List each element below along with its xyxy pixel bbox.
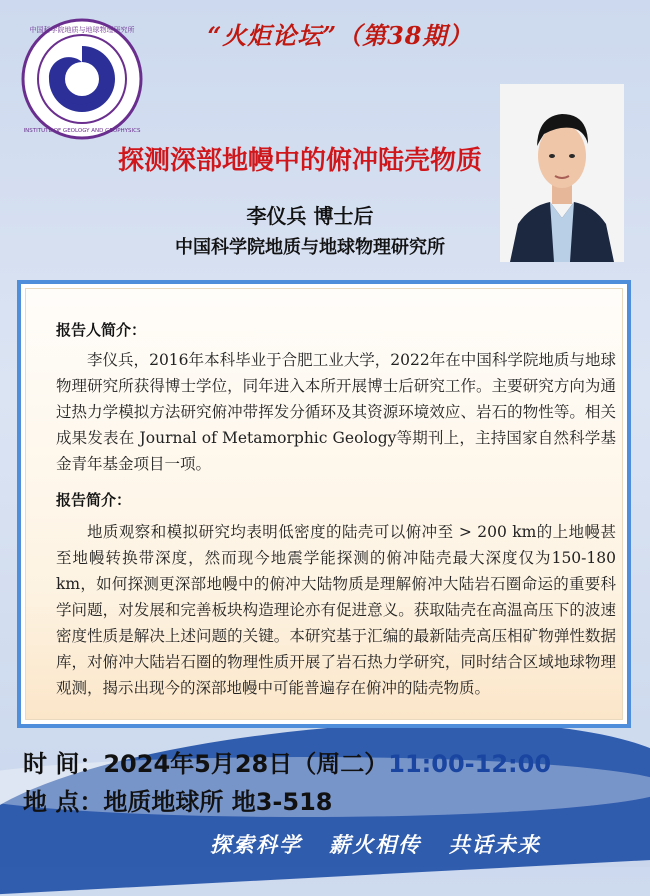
place-row	[23, 782, 332, 817]
time-label: 时 间：	[23, 750, 104, 778]
time-row	[23, 744, 551, 779]
event-place: 地质地球所 地3-518	[103, 788, 333, 816]
bio-heading: 报告人简介：	[56, 321, 147, 339]
place-label: 地 点：	[23, 788, 104, 816]
card-inner	[25, 288, 623, 720]
talk-title: 探测深部地幔中的俯冲陆壳物质	[117, 146, 482, 176]
content-card	[17, 280, 631, 728]
bio-text: 李仪兵，2016年本科毕业于合肥工业大学，2022年在中国科学院地质与地球物理研究所获得博士学位，同年进入本所开展博士后研究工作。主要研究方向为通过热力学模拟方法研究俯冲带挥发分循环及其资源环境效应、岩石的物性等。相关成果发表在 Journal of Metamorphic Geology等期刊上，主持国家自然科学基金青年基金项目一项。	[56, 351, 616, 473]
speaker-photo	[500, 84, 624, 262]
speaker-affiliation: 中国科学院地质与地球物理研究所	[175, 237, 445, 258]
institute-logo	[21, 18, 143, 140]
event-time: 11:00-12:00	[388, 750, 552, 778]
event-title: “火炬论坛”（第38期）	[207, 21, 473, 50]
abstract-text: 地质观察和模拟研究均表明低密度的陆壳可以俯冲至 > 200 km的上地幔甚至地幔转换带深度，然而现今地震学能探测的俯冲陆壳最大深度仅为150-180 km，如何探测更深部地幔中的俯冲大陆物质是理解俯冲大陆岩石圈命运的重要科学问题，对发展和完善板块构造理论亦有促进意义。获取陆壳在高温高压下的波速密度性质是解决上述问题的关键。本研究基于汇编的最新陆壳高压相矿物弹性数据库，对俯冲大陆岩石圈的物理性质开展了岩石热力学研究，同时结合区域地球物理观测，揭示出现今的深部地幔中可能普遍存在俯冲的陆壳物质。	[56, 523, 616, 697]
event-date: 2024年5月28日（周二）	[103, 750, 389, 778]
speaker-name: 李仪兵 博士后	[246, 204, 374, 228]
footer-slogan: 探索科学 薪火相传 共话未来	[210, 833, 541, 857]
abstract-heading: 报告简介：	[56, 491, 132, 509]
svg-text:INSTITUTE OF GEOLOGY AND GEOPH: INSTITUTE OF GEOLOGY AND GEOPHYSICS	[23, 128, 141, 134]
svg-text:中国科学院地质与地球物理研究所: 中国科学院地质与地球物理研究所	[29, 26, 135, 34]
